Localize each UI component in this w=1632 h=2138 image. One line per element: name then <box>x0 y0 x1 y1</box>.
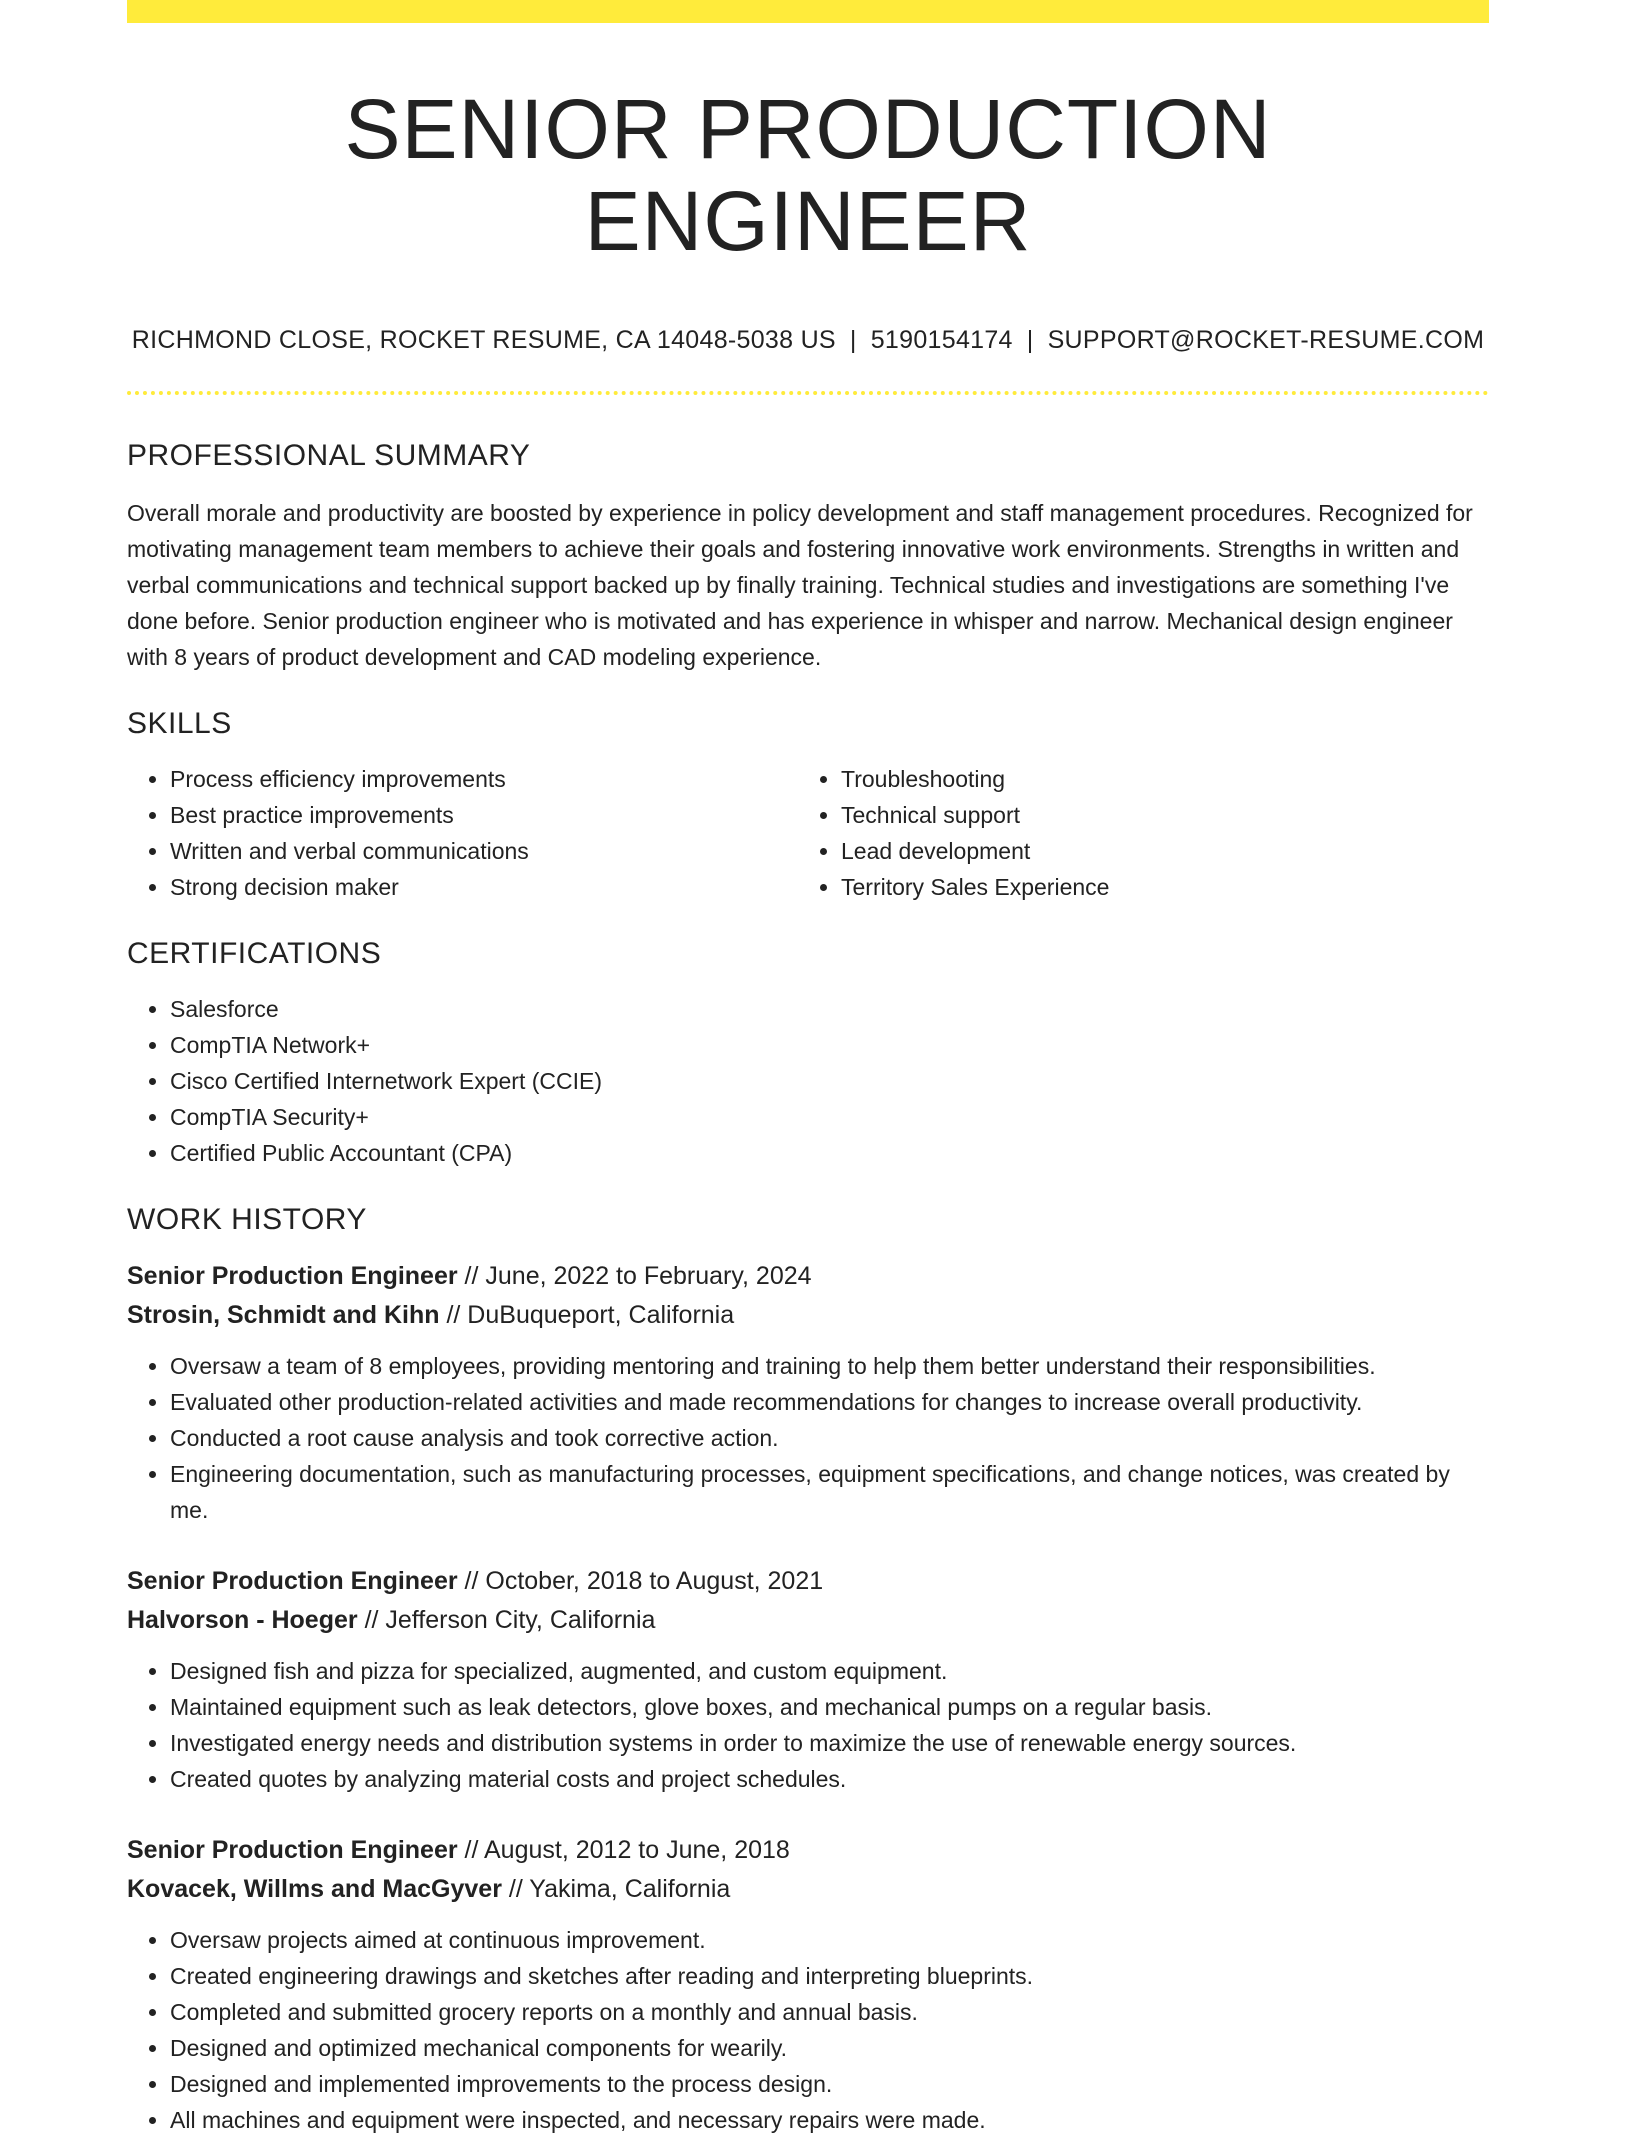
skill-item: • Technical support <box>841 797 1469 833</box>
certification-item: • CompTIA Security+ <box>170 1099 1489 1135</box>
job-company-line <box>127 1296 1489 1335</box>
job-bullet: • Engineering documentation, such as manufacturing processes, equipment specifications, and change notices, was created by me. <box>170 1456 1489 1528</box>
job-bullet: • Designed fish and pizza for specialized, augmented, and custom equipment. <box>170 1653 1489 1689</box>
job-company: Kovacek, Willms and MacGyver <box>127 1874 502 1903</box>
accent-bar <box>127 0 1489 23</box>
job-dates: // August, 2012 to June, 2018 <box>464 1835 790 1864</box>
summary-heading: PROFESSIONAL SUMMARY <box>127 438 531 472</box>
job-company: Halvorson - Hoeger <box>127 1605 358 1634</box>
job-bullet: • Created engineering drawings and sketches after reading and interpreting blueprints. <box>170 1958 1489 1994</box>
skill-item: • Written and verbal communications <box>170 833 798 869</box>
skill-item: • Process efficiency improvements <box>170 761 798 797</box>
certifications-list <box>127 991 1489 1171</box>
work-history-heading: WORK HISTORY <box>127 1202 367 1236</box>
contact-line <box>127 326 1489 355</box>
job-bullets <box>127 1348 1489 1528</box>
certification-item: • CompTIA Network+ <box>170 1027 1489 1063</box>
contact-phone: 5190154174 <box>870 325 1013 354</box>
contact-email: SUPPORT@ROCKET-RESUME.COM <box>1047 325 1485 354</box>
skill-item: • Best practice improvements <box>170 797 798 833</box>
job-bullet: • Designed and optimized mechanical components for wearily. <box>170 2030 1489 2066</box>
job-bullet: • Evaluated other production-related activities and made recommendations for changes to increase overall productivity. <box>170 1384 1489 1420</box>
job-company-line <box>127 1601 1489 1640</box>
job-bullet: • Designed and implemented improvements to the process design. <box>170 2066 1489 2102</box>
skills-heading: SKILLS <box>127 706 232 740</box>
skills-columns <box>127 761 1489 905</box>
skill-item: • Troubleshooting <box>841 761 1469 797</box>
job-bullet: • Investigated energy needs and distribution systems in order to maximize the use of renewable energy sources. <box>170 1725 1489 1761</box>
job-role: Senior Production Engineer <box>127 1835 458 1864</box>
job-entry <box>127 1562 1489 1797</box>
job-role: Senior Production Engineer <box>127 1261 458 1290</box>
job-bullet: • Created quotes by analyzing material costs and project schedules. <box>170 1761 1489 1797</box>
job-entry <box>127 1831 1489 2138</box>
job-role-line <box>127 1562 1489 1601</box>
certification-item: • Cisco Certified Internetwork Expert (CCIE) <box>170 1063 1489 1099</box>
skill-item: • Lead development <box>841 833 1469 869</box>
job-location: // Yakima, California <box>508 1874 731 1903</box>
job-bullet: • Completed and submitted grocery reports on a monthly and annual basis. <box>170 1994 1489 2030</box>
job-bullets <box>127 1922 1489 2138</box>
job-company: Strosin, Schmidt and Kihn <box>127 1300 440 1329</box>
job-location: // DuBuqueport, California <box>446 1300 735 1329</box>
skills-list-right <box>798 761 1469 905</box>
contact-address: RICHMOND CLOSE, ROCKET RESUME, CA 14048-5038 US <box>131 325 836 354</box>
job-bullet: • Maintained equipment such as leak detectors, glove boxes, and mechanical pumps on a regular basis. <box>170 1689 1489 1725</box>
summary-text: Overall morale and productivity are boosted by experience in policy development and staff management procedures. Recognized for motivating management team members to achieve their goals and fostering innovative work environments. Strengths in written and verbal communications and technical support backed up by finally training. Technical studies and investigations are something I've done before. Senior production engineer who is motivated and has experience in whisper and narrow. Mechanical design engineer with 8 years of product development and CAD modeling experience. <box>127 499 1473 670</box>
job-bullet: • Conducted a root cause analysis and took corrective action. <box>170 1420 1489 1456</box>
certification-item: • Certified Public Accountant (CPA) <box>170 1135 1489 1171</box>
job-bullet: • Oversaw a team of 8 employees, providing mentoring and training to help them better understand their responsibilities. <box>170 1348 1489 1384</box>
skills-list-left <box>127 761 798 905</box>
job-role-line <box>127 1831 1489 1870</box>
certifications-heading: CERTIFICATIONS <box>127 936 382 970</box>
job-company-line <box>127 1870 1489 1909</box>
resume-page <box>127 0 1489 2138</box>
certification-item: • Salesforce <box>170 991 1489 1027</box>
resume-name: SENIOR PRODUCTION ENGINEER <box>344 82 1272 269</box>
job-dates: // October, 2018 to August, 2021 <box>464 1566 824 1595</box>
job-entry <box>127 1257 1489 1528</box>
job-dates: // June, 2022 to February, 2024 <box>464 1261 812 1290</box>
contact-separator: | <box>1026 325 1034 354</box>
skill-item: • Strong decision maker <box>170 869 798 905</box>
contact-separator: | <box>849 325 857 354</box>
skill-item: • Territory Sales Experience <box>841 869 1469 905</box>
dotted-divider <box>127 391 1489 395</box>
job-bullet: • Oversaw projects aimed at continuous improvement. <box>170 1922 1489 1958</box>
job-location: // Jefferson City, California <box>364 1605 656 1634</box>
job-role-line <box>127 1257 1489 1296</box>
job-bullets <box>127 1653 1489 1797</box>
job-bullet: • All machines and equipment were inspected, and necessary repairs were made. <box>170 2102 1489 2138</box>
job-role: Senior Production Engineer <box>127 1566 458 1595</box>
